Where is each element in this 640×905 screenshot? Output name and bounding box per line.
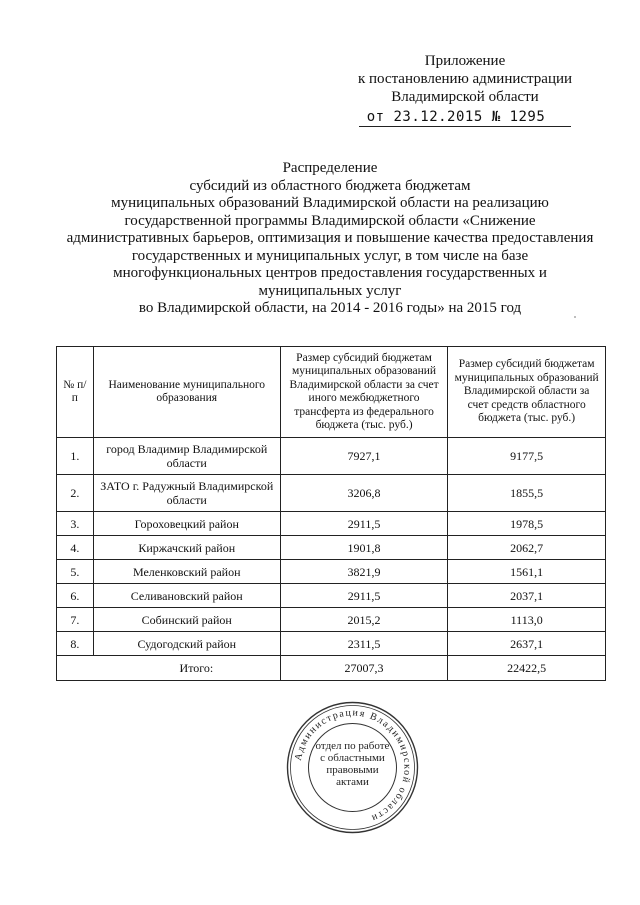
stamp-line: актами [336, 776, 369, 788]
row-regional: 2037,1 [448, 584, 606, 608]
table-row [57, 608, 606, 632]
table-row [57, 632, 606, 656]
row-name: ЗАТО г. Радужный Владимирской области [93, 475, 280, 512]
row-num: 3. [57, 512, 94, 536]
table-row [57, 475, 606, 512]
table-row [57, 438, 606, 475]
appendix-date-number: от 23.12.2015 № 1295 [359, 108, 572, 127]
total-regional: 22422,5 [448, 656, 606, 681]
title-line: административных барьеров, оптимизация и повышение качества предоставления [66, 230, 594, 246]
title-line: государственной программы Владимирской области «Снижение [124, 212, 536, 229]
row-federal: 1901,8 [280, 536, 447, 560]
row-regional: 1978,5 [448, 512, 606, 536]
row-name: Селивановский район [93, 584, 280, 608]
row-federal: 3206,8 [280, 475, 447, 512]
row-federal: 7927,1 [280, 438, 447, 475]
row-num: 8. [57, 632, 94, 656]
row-num: 2. [57, 475, 94, 512]
header-regional: Размер субсидий бюджетам муниципальных образований Владимирской области за счет средств областного бюджета (тыс. руб.) [448, 347, 606, 438]
total-federal: 27007,3 [280, 656, 447, 681]
title-line: Распределение [282, 160, 378, 176]
subsidy-distribution-table [56, 346, 606, 681]
row-regional: 1561,1 [448, 560, 606, 584]
row-federal: 2311,5 [280, 632, 447, 656]
row-regional: 9177,5 [448, 438, 606, 475]
title-line: муниципальных образований Владимирской области на реализацию [111, 195, 549, 211]
stamp-center-text [305, 740, 400, 788]
table-row [57, 512, 606, 536]
header-name: Наименование муниципального образования [93, 347, 280, 438]
row-num: 1. [57, 438, 94, 475]
row-regional: 2637,1 [448, 632, 606, 656]
row-federal: 2911,5 [280, 512, 447, 536]
header-num: № п/п [57, 347, 94, 438]
row-name: город Владимир Владимирской области [93, 438, 280, 475]
table-total-row [57, 656, 606, 681]
table-row [57, 584, 606, 608]
appendix-region: Владимирской области [391, 89, 539, 105]
row-regional: 1855,5 [448, 475, 606, 512]
row-num: 4. [57, 536, 94, 560]
table-row [57, 536, 606, 560]
row-name: Гороховецкий район [93, 512, 280, 536]
appendix-block [340, 52, 590, 127]
row-federal: 2015,2 [280, 608, 447, 632]
table-row [57, 560, 606, 584]
row-name: Судогодский район [93, 632, 280, 656]
document-title [60, 160, 600, 318]
row-federal: 2911,5 [280, 584, 447, 608]
header-federal: Размер субсидий бюджетам муниципальных образований Владимирской области за счет иного межбюджетного трансферта из федерального бюджета (тыс. руб.) [280, 347, 447, 438]
appendix-title: Приложение [424, 53, 506, 69]
stamp-line: отдел по работе [315, 740, 390, 752]
title-line: субсидий из областного бюджета бюджетам [189, 177, 471, 194]
row-regional: 2062,7 [448, 536, 606, 560]
official-stamp [285, 700, 420, 835]
title-line: во Владимирской области, на 2014 - 2016 годы» на 2015 год [138, 300, 522, 316]
scan-speck [574, 316, 576, 318]
title-line: государственных и муниципальных услуг, в том числе на базе [131, 247, 529, 264]
row-name: Киржачский район [93, 536, 280, 560]
row-regional: 1113,0 [448, 608, 606, 632]
title-line: муниципальных услуг [258, 282, 402, 299]
stamp-line: с областными [320, 752, 385, 764]
row-num: 5. [57, 560, 94, 584]
stamp-ring-text: Администрация Владимирской области [292, 707, 413, 824]
row-num: 6. [57, 584, 94, 608]
row-name: Меленковский район [93, 560, 280, 584]
row-num: 7. [57, 608, 94, 632]
row-federal: 3821,9 [280, 560, 447, 584]
row-name: Собинский район [93, 608, 280, 632]
appendix-resolution: к постановлению администрации [357, 71, 573, 87]
title-line: многофункциональных центров предоставления государственных и [113, 265, 547, 281]
total-label: Итого: [57, 656, 281, 681]
stamp-line: правовыми [326, 764, 379, 776]
table-header-row [57, 347, 606, 438]
